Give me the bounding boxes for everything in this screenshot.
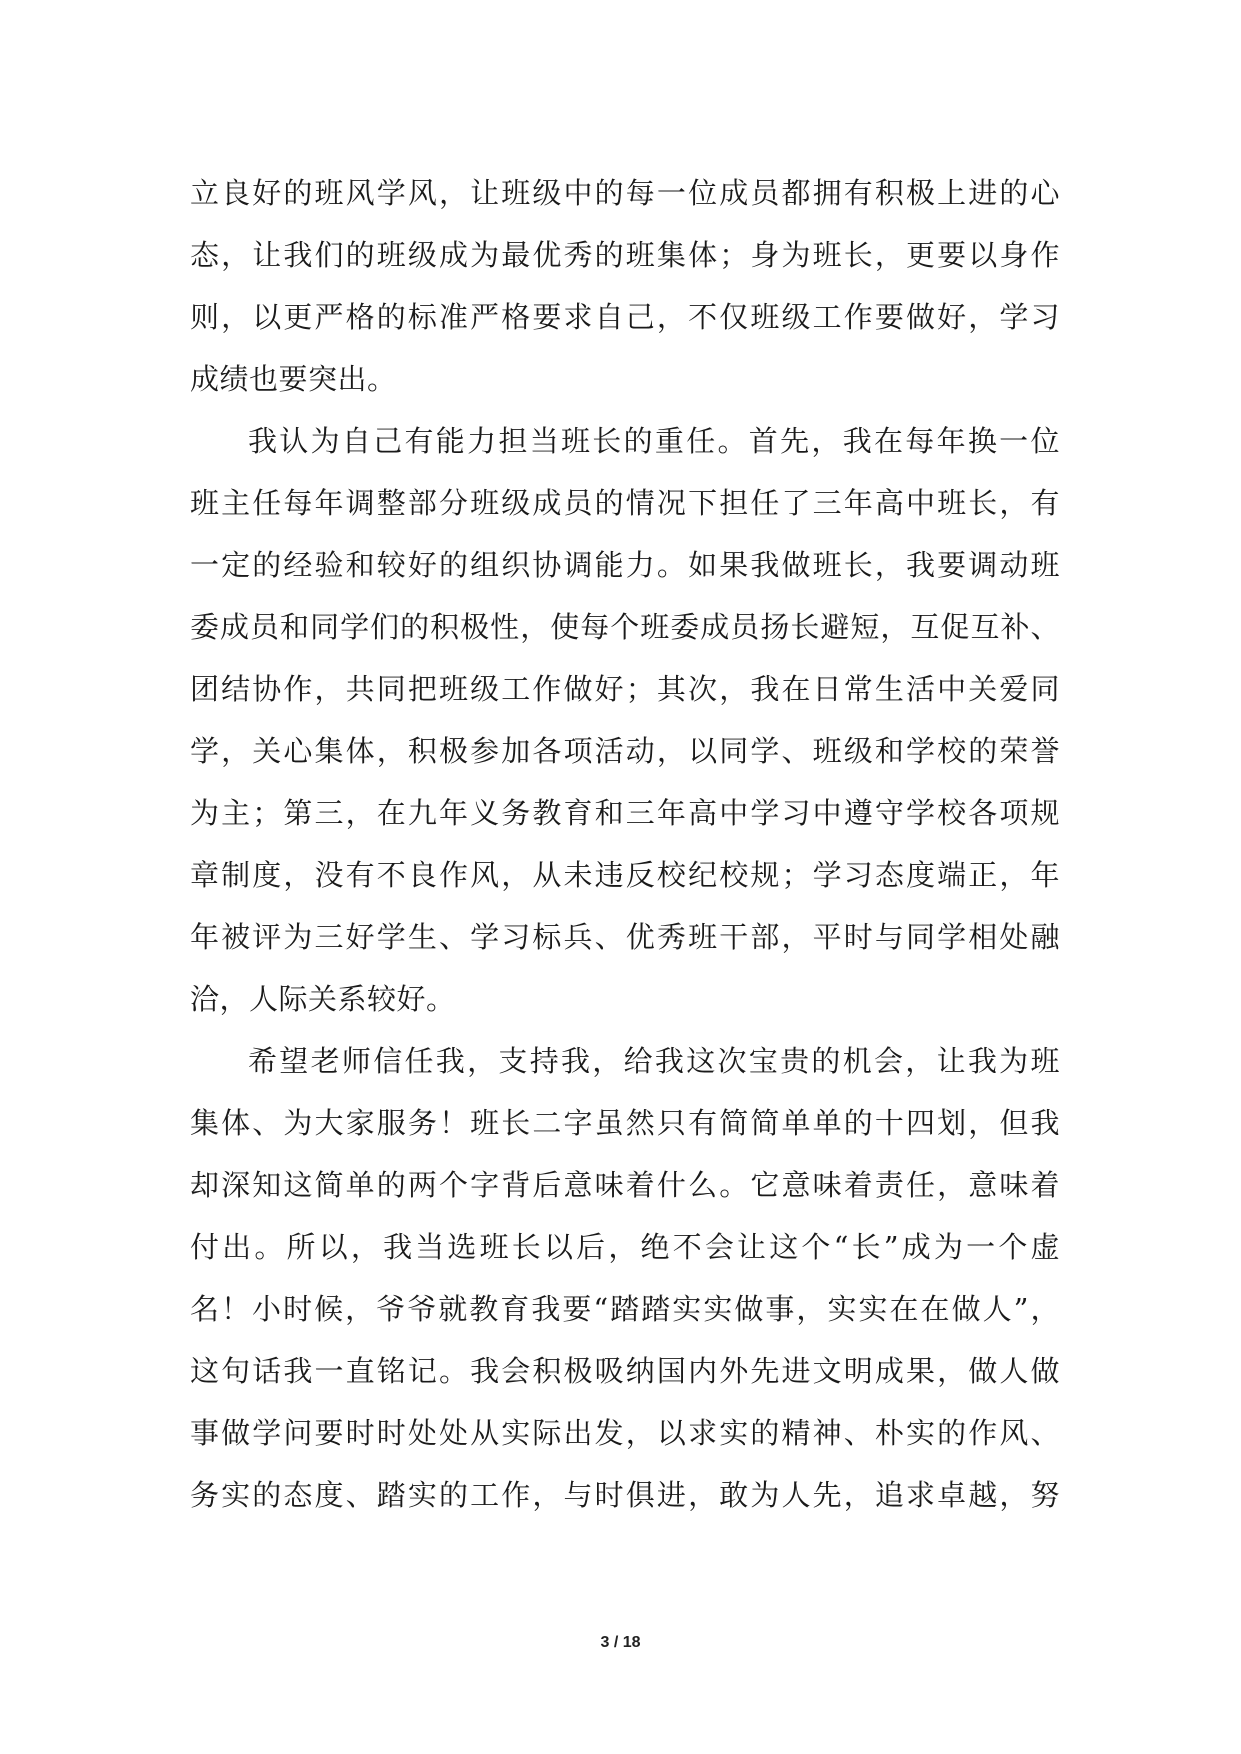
text-line: 团结协作，共同把班级工作做好；其次，我在日常生活中关爱同 [190,672,1060,706]
text-line: 希望老师信任我，支持我，给我这次宝贵的机会，让我为班 [248,1044,1060,1078]
page-number: 3 / 18 [600,1634,641,1651]
text-line: 委成员和同学们的积极性，使每个班委成员扬长避短，互促互补、 [190,610,1060,644]
text-line: 则，以更严格的标准严格要求自己，不仅班级工作要做好，学习 [190,300,1060,334]
text-line: 年被评为三好学生、学习标兵、优秀班干部，平时与同学相处融 [190,920,1060,954]
text-line: 却深知这简单的两个字背后意味着什么。它意味着责任，意味着 [190,1168,1060,1202]
text-line: 付出。所以，我当选班长以后，绝不会让这个“长”成为一个虚 [190,1230,1060,1264]
text-line: 事做学问要时时处处从实际出发，以求实的精神、朴实的作风、 [190,1416,1060,1450]
text-line: 为主；第三，在九年义务教育和三年高中学习中遵守学校各项规 [190,796,1060,830]
body-text [190,162,1060,1526]
text-line: 这句话我一直铭记。我会积极吸纳国内外先进文明成果，做人做 [190,1354,1060,1388]
text-line: 态，让我们的班级成为最优秀的班集体；身为班长，更要以身作 [190,238,1060,272]
text-line: 名！小时候，爷爷就教育我要“踏踏实实做事，实实在在做人”， [190,1292,1060,1326]
text-line: 我认为自己有能力担当班长的重任。首先，我在每年换一位 [248,424,1060,458]
text-line: 章制度，没有不良作风，从未违反校纪校规；学习态度端正，年 [190,858,1060,892]
text-line: 立良好的班风学风，让班级中的每一位成员都拥有积极上进的心 [190,176,1060,210]
text-line: 成绩也要突出。 [190,362,397,396]
text-line: 洽，人际关系较好。 [190,982,456,1016]
text-line: 学，关心集体，积极参加各项活动，以同学、班级和学校的荣誉 [190,734,1060,768]
text-line: 一定的经验和较好的组织协调能力。如果我做班长，我要调动班 [190,548,1060,582]
text-line: 务实的态度、踏实的工作，与时俱进，敢为人先，追求卓越，努 [190,1478,1060,1512]
paragraph [190,162,1060,410]
text-line: 班主任每年调整部分班级成员的情况下担任了三年高中班长，有 [190,486,1060,520]
paragraph [190,410,1060,1030]
paragraph [190,1030,1060,1526]
text-line: 集体、为大家服务！班长二字虽然只有简简单单的十四划，但我 [190,1106,1060,1140]
